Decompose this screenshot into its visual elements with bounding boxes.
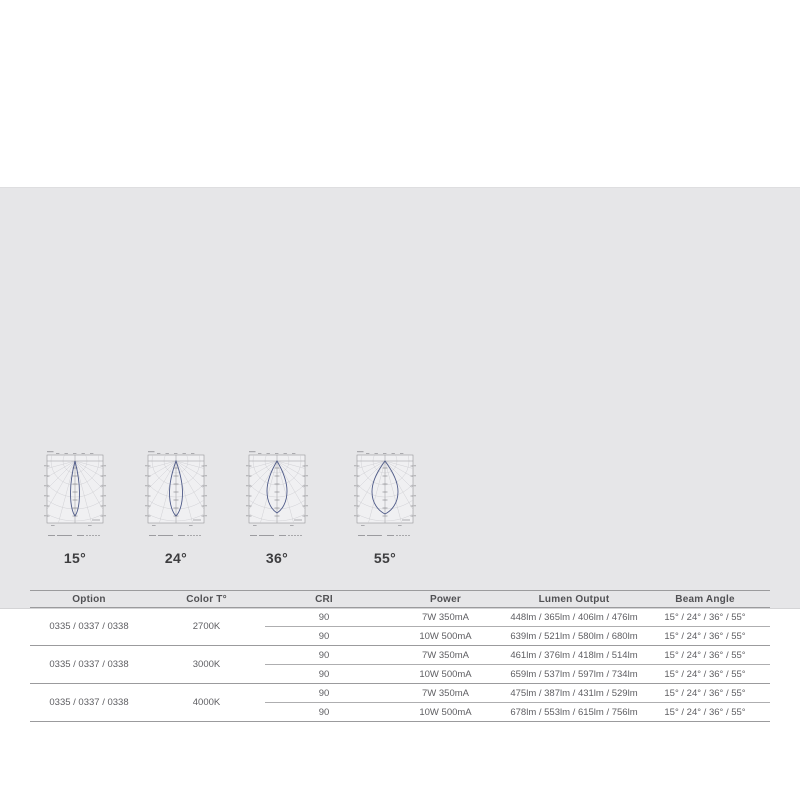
spec-table	[30, 590, 770, 722]
power-cell: 7W 350mA	[383, 684, 508, 703]
beam-cell: 15° / 24° / 36° / 55°	[640, 703, 770, 722]
col-header-power: Power	[383, 591, 508, 608]
option-cell: 0335 / 0337 / 0338	[30, 684, 148, 722]
beam-cell: 15° / 24° / 36° / 55°	[640, 608, 770, 627]
col-header-color-t: Color T°	[148, 591, 265, 608]
power-cell: 10W 500mA	[383, 665, 508, 684]
cri-cell: 90	[265, 703, 383, 722]
beam-angle-label-36: 36°	[265, 550, 289, 566]
beam-cell: 15° / 24° / 36° / 55°	[640, 665, 770, 684]
table-row	[30, 684, 770, 703]
beam-angle-label-55: 55°	[373, 550, 397, 566]
option-cell: 0335 / 0337 / 0338	[30, 646, 148, 684]
beam-cell: 15° / 24° / 36° / 55°	[640, 646, 770, 665]
power-cell: 10W 500mA	[383, 703, 508, 722]
photometric-diagram-55	[354, 449, 416, 539]
lumen-cell: 448lm / 365lm / 406lm / 476lm	[508, 608, 640, 627]
power-cell: 7W 350mA	[383, 608, 508, 627]
lumen-cell: 678lm / 553lm / 615lm / 756lm	[508, 703, 640, 722]
power-cell: 7W 350mA	[383, 646, 508, 665]
col-header-option: Option	[30, 591, 148, 608]
lumen-cell: 639lm / 521lm / 580lm / 680lm	[508, 627, 640, 646]
col-header-beam-angle: Beam Angle	[640, 591, 770, 608]
beam-angle-label-15: 15°	[63, 550, 87, 566]
beam-angle-label-24: 24°	[164, 550, 188, 566]
cri-cell: 90	[265, 684, 383, 703]
cri-cell: 90	[265, 665, 383, 684]
table-row	[30, 646, 770, 665]
color-t-cell: 4000K	[148, 684, 265, 722]
cri-cell: 90	[265, 608, 383, 627]
photometric-diagram-15	[44, 449, 106, 539]
cri-cell: 90	[265, 627, 383, 646]
table-header-row	[30, 591, 770, 608]
photometric-diagram-24	[145, 449, 207, 539]
beam-cell: 15° / 24° / 36° / 55°	[640, 684, 770, 703]
col-header-cri: CRI	[265, 591, 383, 608]
lumen-cell: 461lm / 376lm / 418lm / 514lm	[508, 646, 640, 665]
gray-band	[0, 187, 800, 718]
beam-cell: 15° / 24° / 36° / 55°	[640, 627, 770, 646]
col-header-lumen: Lumen Output	[508, 591, 640, 608]
option-cell: 0335 / 0337 / 0338	[30, 608, 148, 646]
table-row	[30, 608, 770, 627]
cri-cell: 90	[265, 646, 383, 665]
photometric-diagram-36	[246, 449, 308, 539]
lumen-cell: 659lm / 537lm / 597lm / 734lm	[508, 665, 640, 684]
power-cell: 10W 500mA	[383, 627, 508, 646]
lumen-cell: 475lm / 387lm / 431lm / 529lm	[508, 684, 640, 703]
color-t-cell: 2700K	[148, 608, 265, 646]
color-t-cell: 3000K	[148, 646, 265, 684]
